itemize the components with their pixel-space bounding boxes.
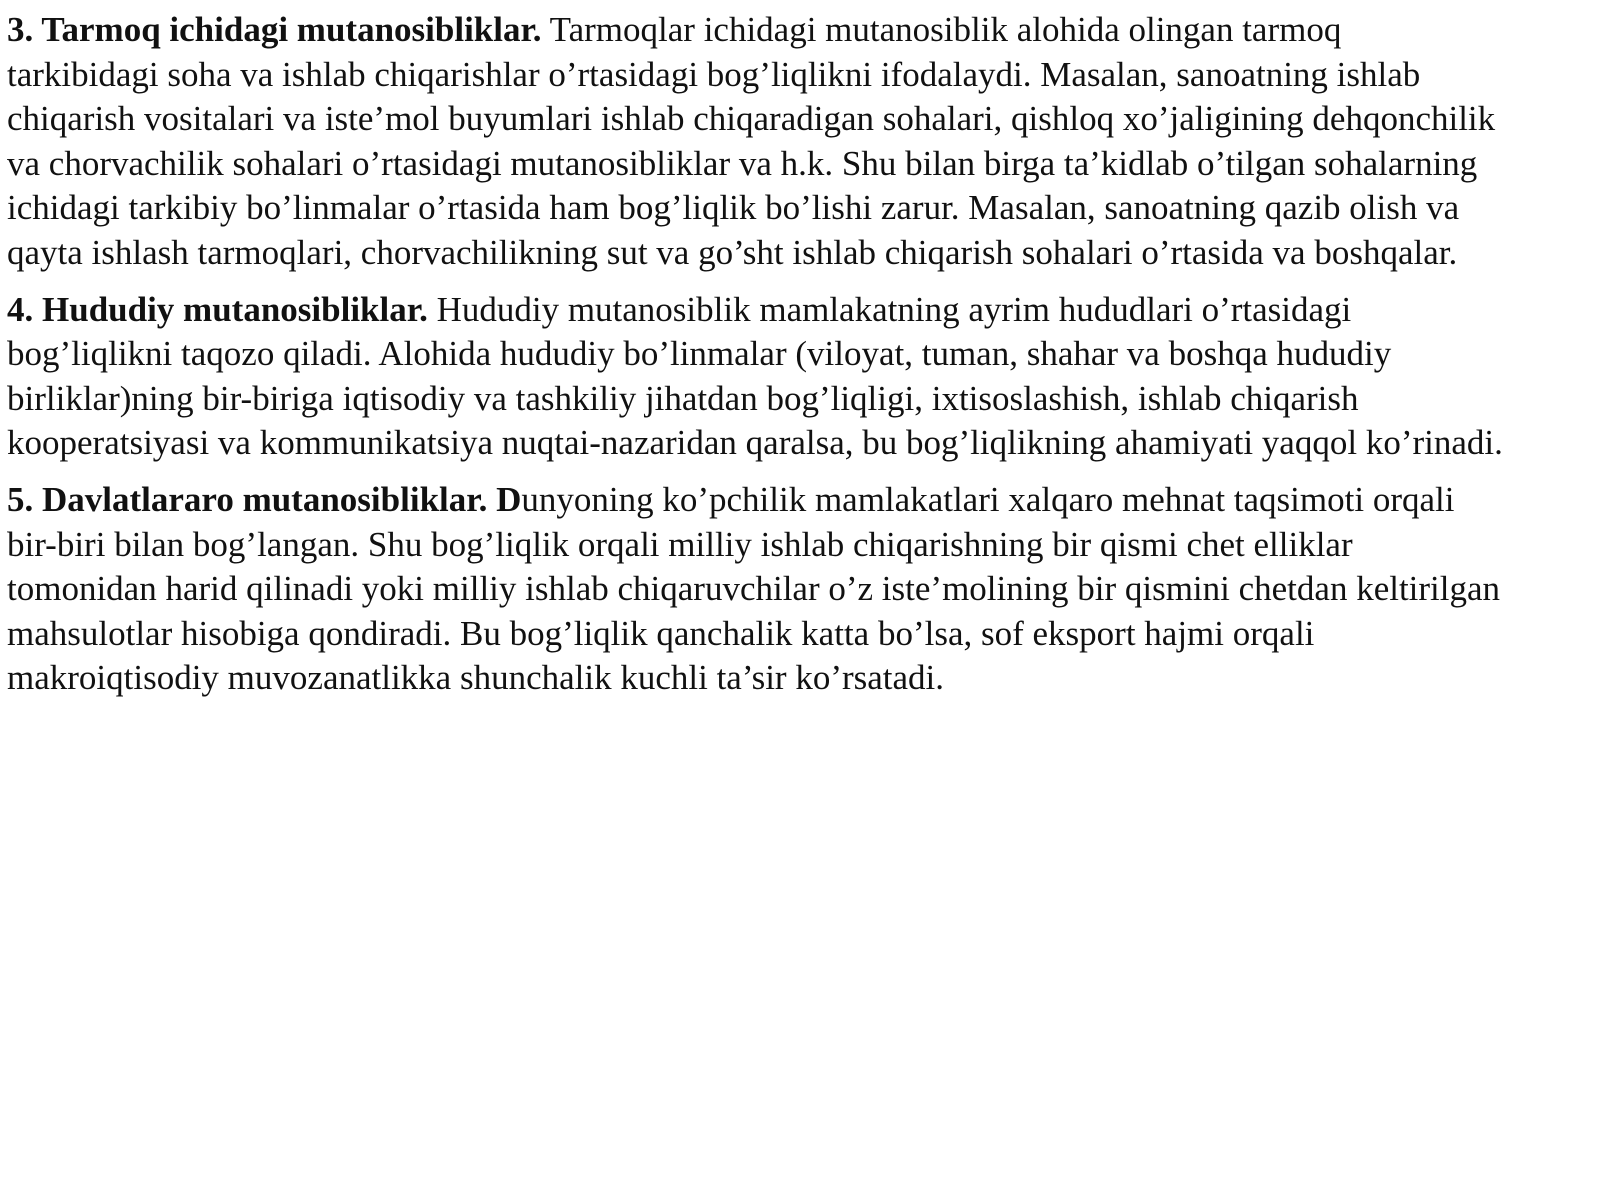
section-3-heading: 3. Tarmoq ichidagi mutanosibliklar. (7, 10, 542, 49)
section-3-line-6: qayta ishlash tarmoqlari, chorvachilikning sut va go’sht ishlab chiqarish sohalari o’rtasida va boshqalar. (7, 232, 1458, 272)
section-5-line-2: bir-biri bilan bog’langan. Shu bog’liqlik orqali milliy ishlab chiqarishning bir qismi chet elliklar (7, 524, 1353, 564)
section-3-text: Tarmoqlar ichidagi mutanosiblik alohida olingan tarmoq (541, 10, 1342, 49)
section-5-line-3: tomonidan harid qilinadi yoki milliy ishlab chiqaruvchilar o’z iste’molining bir qismini chetdan keltirilgan (7, 569, 1501, 609)
section-4-line-4: kooperatsiyasi va kommunikatsiya nuqtai-nazaridan qaralsa, bu bog’liqlikning ahamiyati yaqqol ko’rinadi. (7, 423, 1503, 463)
section-4-text: Hududiy mutanosiblik mamlakatning ayrim hududlari o’rtasidagi (427, 289, 1352, 329)
section-5-heading: 5. Davlatlararo mutanosibliklar. (7, 479, 497, 519)
document-page (7, 8, 1600, 1200)
section-5-line-1 (7, 478, 1600, 523)
section-5-line-4: mahsulotlar hisobiga qondiradi. Bu bog’liqlik qanchalik katta bo’lsa, sof eksport hajmi orqali (7, 613, 1315, 653)
section-4-paragraph (7, 288, 1600, 466)
section-3-line-2: tarkibidagi soha va ishlab chiqarishlar o’rtasidagi bog’liqlikni ifodalaydi. Masalan, sanoatning ishlab (7, 54, 1421, 94)
section-3-line-4: va chorvachilik sohalari o’rtasidagi mutanosibliklar va h.k. Shu bilan birga ta’kidlab o’tilgan sohalarning (7, 143, 1478, 183)
section-3-line-1 (7, 8, 1600, 53)
section-4-line-3: birliklar)ning bir-biriga iqtisodiy va tashkiliy jihatdan bog’liqligi, ixtisoslashish, ishlab chiqarish (7, 378, 1359, 418)
section-3-line-3: chiqarish vositalari va iste’mol buyumlari ishlab chiqaradigan sohalari, qishloq xo’jaligining dehqonchilik (7, 99, 1496, 139)
section-5-bold-initial: D (496, 479, 522, 519)
section-5-line-5: makroiqtisodiy muvozanatlikka shunchalik kuchli ta’sir ko’rsatadi. (7, 658, 945, 698)
section-5-text: unyoning ko’pchilik mamlakatlari xalqaro mehnat taqsimoti orqali (521, 479, 1455, 519)
section-4-line-2: bog’liqlikni taqozo qiladi. Alohida hududiy bo’linmalar (viloyat, tuman, shahar va boshqa hududiy (7, 334, 1392, 374)
section-3-paragraph (7, 8, 1600, 276)
section-4-heading: 4. Hududiy mutanosibliklar. (7, 289, 428, 329)
section-5-paragraph (7, 478, 1600, 701)
section-3-line-5: ichidagi tarkibiy bo’linmalar o’rtasida ham bog’liqlik bo’lishi zarur. Masalan, sanoatning qazib olish va (7, 188, 1460, 228)
section-4-line-1 (7, 288, 1600, 333)
